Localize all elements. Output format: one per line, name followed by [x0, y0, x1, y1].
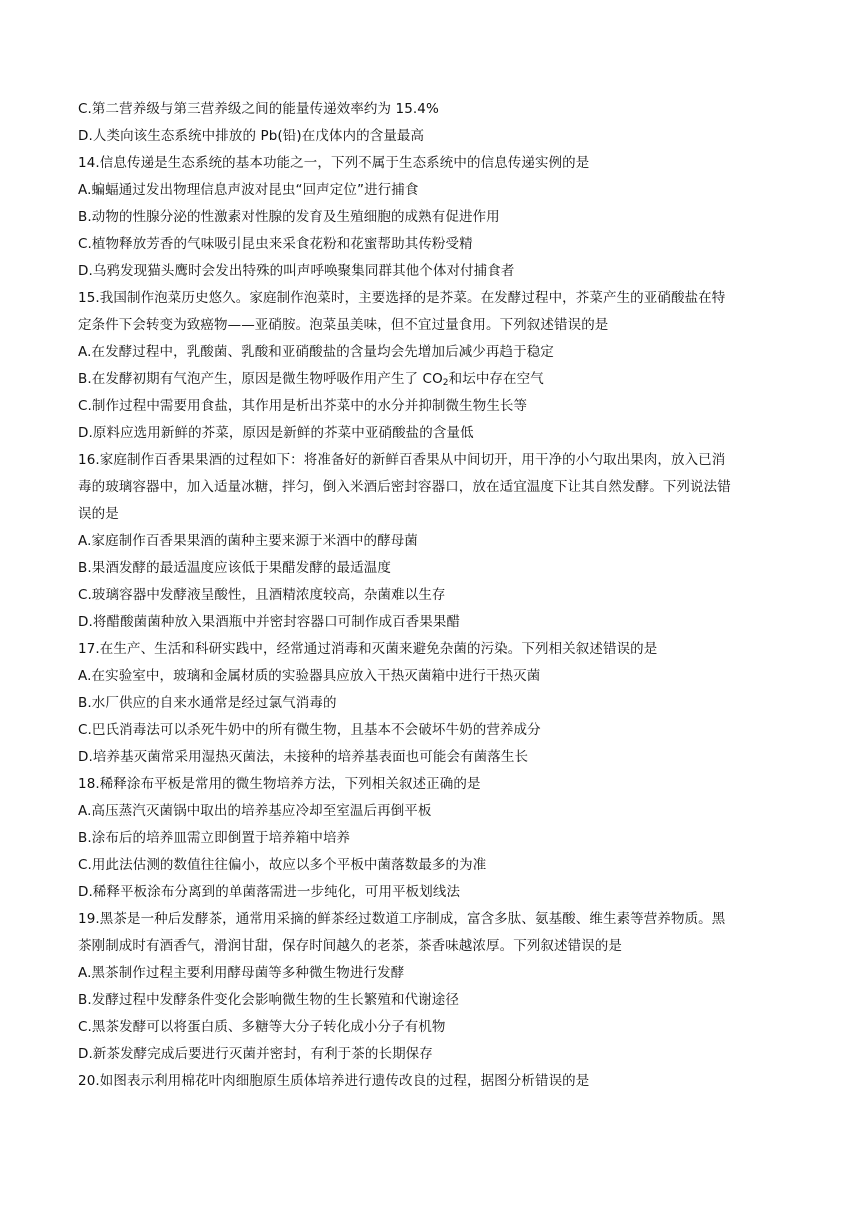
option-c: C.用此法估测的数值往往偏小，故应以多个平板中菌落数最多的为准 — [78, 857, 487, 873]
option-d: D.将醋酸菌菌种放入果酒瓶中并密封容器口可制作成百香果果醋 — [78, 614, 461, 630]
question-16-stem: 16.家庭制作百香果果酒的过程如下：将准备好的新鲜百香果从中间切开，用干净的小勺取出果肉，放入已消 — [78, 452, 726, 468]
option-b-text-pre: B.在发酵初期有气泡产生，原因是微生物呼吸作用产生了 CO — [78, 371, 443, 387]
option-d: D.原料应选用新鲜的芥菜，原因是新鲜的芥菜中亚硝酸盐的含量低 — [78, 425, 474, 441]
text-line: C.第二营养级与第三营养级之间的能量传递效率约为 15.4% — [78, 101, 439, 117]
option-d: D.乌鸦发现猫头鹰时会发出特殊的叫声呼唤聚集同群其他个体对付捕食者 — [78, 263, 515, 279]
question-16-stem-cont: 毒的玻璃容器中，加入适量冰糖，拌匀，倒入米酒后密封容器口，放在适宜温度下让其自然发酵。下列说法错 — [78, 479, 731, 495]
option-a: A.家庭制作百香果果酒的菌种主要来源于米酒中的酵母菌 — [78, 533, 418, 549]
question-16-stem-end: 误的是 — [78, 506, 119, 522]
question-19-stem-cont: 茶刚制成时有酒香气，滑润甘甜，保存时间越久的老茶，茶香味越浓厚。下列叙述错误的是 — [78, 938, 622, 954]
question-text-block — [78, 96, 778, 1095]
option-c: C.制作过程中需要用食盐，其作用是析出芥菜中的水分并抑制微生物生长等 — [78, 398, 528, 414]
option-b: B.动物的性腺分泌的性激素对性腺的发育及生殖细胞的成熟有促进作用 — [78, 209, 500, 225]
option-b — [78, 366, 778, 393]
option-b: B.发酵过程中发酵条件变化会影响微生物的生长繁殖和代谢途径 — [78, 992, 459, 1008]
option-c: C.黑茶发酵可以将蛋白质、多糖等大分子转化成小分子有机物 — [78, 1019, 446, 1035]
option-c: C.玻璃容器中发酵液呈酸性，且酒精浓度较高，杂菌难以生存 — [78, 587, 446, 603]
option-d: D.培养基灭菌常采用湿热灭菌法，未接种的培养基表面也可能会有菌落生长 — [78, 749, 529, 765]
option-a: A.在发酵过程中，乳酸菌、乳酸和亚硝酸盐的含量均会先增加后减少再趋于稳定 — [78, 344, 554, 360]
option-d: D.稀释平板涂布分离到的单菌落需进一步纯化，可用平板划线法 — [78, 884, 461, 900]
option-b-text-post: 和坛中存在空气 — [448, 371, 544, 387]
option-d: D.新茶发酵完成后要进行灭菌并密封，有利于茶的长期保存 — [78, 1046, 433, 1062]
option-b: B.涂布后的培养皿需立即倒置于培养箱中培养 — [78, 830, 351, 846]
question-15-stem: 15.我国制作泡菜历史悠久。家庭制作泡菜时，主要选择的是芥菜。在发酵过程中，芥菜产生的亚硝酸盐在特 — [78, 290, 726, 306]
co2-subscript: 2 — [442, 378, 449, 388]
option-b: B.水厂供应的自来水通常是经过氯气消毒的 — [78, 695, 337, 711]
question-17-stem: 17.在生产、生活和科研实践中，经常通过消毒和灭菌来避免杂菌的污染。下列相关叙述错误的是 — [78, 641, 658, 657]
option-a: A.在实验室中，玻璃和金属材质的实验器具应放入干热灭菌箱中进行干热灭菌 — [78, 668, 541, 684]
option-b: B.果酒发酵的最适温度应该低于果醋发酵的最适温度 — [78, 560, 391, 576]
question-18-stem: 18.稀释涂布平板是常用的微生物培养方法，下列相关叙述正确的是 — [78, 776, 481, 792]
option-a: A.高压蒸汽灭菌锅中取出的培养基应冷却至室温后再倒平板 — [78, 803, 432, 819]
option-c: C.植物释放芳香的气味吸引昆虫来采食花粉和花蜜帮助其传粉受精 — [78, 236, 473, 252]
question-15-stem-cont: 定条件下会转变为致癌物——亚硝胺。泡菜虽美味，但不宜过量食用。下列叙述错误的是 — [78, 317, 609, 333]
option-c: C.巴氏消毒法可以杀死牛奶中的所有微生物，且基本不会破坏牛奶的营养成分 — [78, 722, 541, 738]
text-line: D.人类向该生态系统中排放的 Pb(铅)在戊体内的含量最高 — [78, 128, 425, 144]
question-20-stem: 20.如图表示利用棉花叶肉细胞原生质体培养进行遗传改良的过程，据图分析错误的是 — [78, 1073, 590, 1089]
question-14-stem: 14.信息传递是生态系统的基本功能之一，下列不属于生态系统中的信息传递实例的是 — [78, 155, 590, 171]
option-a: A.蝙蝠通过发出物理信息声波对昆虫“回声定位”进行捕食 — [78, 182, 419, 198]
option-a: A.黑茶制作过程主要利用酵母菌等多种微生物进行发酵 — [78, 965, 405, 981]
question-19-stem: 19.黑茶是一种后发酵茶，通常用采摘的鲜茶经过数道工序制成，富含多肽、氨基酸、维生素等营养物质。黑 — [78, 911, 726, 927]
